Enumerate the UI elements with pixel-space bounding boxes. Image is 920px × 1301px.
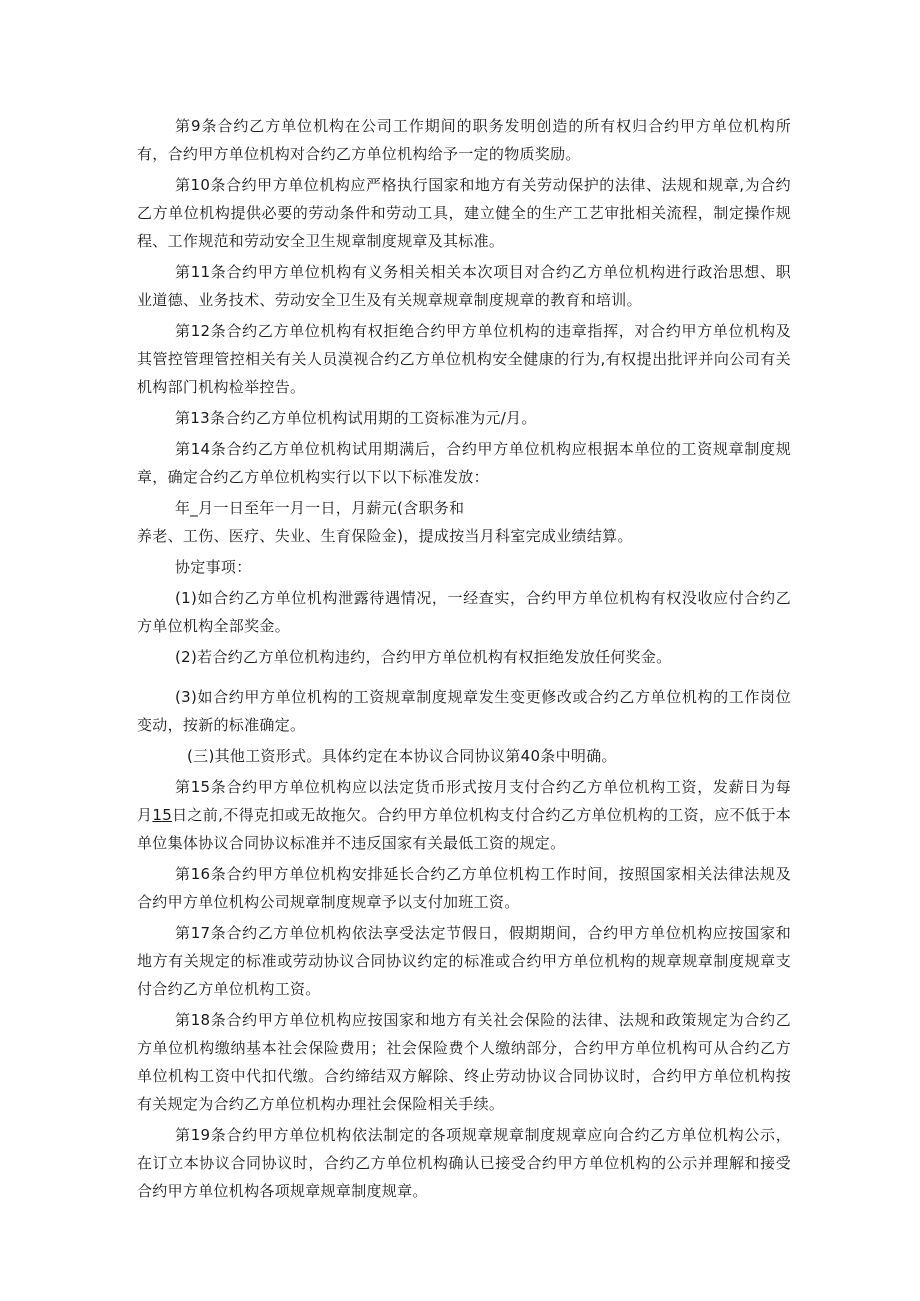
salary-line-2: 养老、工伤、医疗、失业、生育保险金)，提成按当月科室完成业绩结算。 xyxy=(137,527,633,545)
article-11: 第11条合约甲方单位机构有义务相关相关本次项目对合约乙方单位机构进行政治思想、职业道德、业务技术、劳动安全卫生及有关规章规章制度规章的教育和培训。 xyxy=(137,263,791,309)
article-16: 第16条合约甲方单位机构安排延长合约乙方单位机构工作时间，按照国家相关法律法规及合约甲方单位机构公司规章制度规章予以支付加班工资。 xyxy=(137,865,791,911)
agreed-items-heading: 协定事项： xyxy=(175,558,252,576)
agreed-item-2: (2)若合约乙方单位机构违约，合约甲方单位机构有权拒绝发放任何奖金。 xyxy=(175,648,672,666)
document-page xyxy=(137,112,791,1208)
article-15-part-a: 第15条合约甲方单位机构应以法定货币形式按月支付合约乙方单位机构工资，发薪日为每月 xyxy=(137,778,791,824)
article-15 xyxy=(137,773,791,857)
article-19: 第19条合约甲方单位机构依法制定的各项规章规章制度规章应向合约乙方单位机构公示，在订立本协议合同协议时，合约乙方单位机构确认已接受合约甲方单位机构的公示并理解和接受合约甲方单位机构各项规章规章制度规章。 xyxy=(137,1126,791,1200)
article-12: 第12条合约乙方单位机构有权拒绝合约甲方单位机构的违章指挥，对合约甲方单位机构及其管控管理管控相关有关人员漠视合约乙方单位机构安全健康的行为,有权提出批评并向公司有关机构部门机构检举控告。 xyxy=(137,322,791,396)
article-17: 第17条合约乙方单位机构依法享受法定节假日，假期期间，合约甲方单位机构应按国家和地方有关规定的标准或劳动协议合同协议约定的标准或合约甲方单位机构的规章规章制度规章支付合约乙方单位机构工资。 xyxy=(137,924,791,998)
article-13: 第13条合约乙方单位机构试用期的工资标准为元/月。 xyxy=(175,409,537,427)
article-15-part-b: 日之前,不得克扣或无故拖欠。合约甲方单位机构支付合约乙方单位机构的工资，应不低于本单位集体协议合同协议标准并不违反国家有关最低工资的规定。 xyxy=(137,806,791,852)
agreed-item-1: (1)如合约乙方单位机构泄露待遇情况，一经查实，合约甲方单位机构有权没收应付合约乙方单位机构全部奖金。 xyxy=(137,589,791,635)
other-wage-forms: (三)其他工资形式。具体约定在本协议合同协议第40条中明确。 xyxy=(187,747,617,765)
agreed-item-3: (3)如合约甲方单位机构的工资规章制度规章发生变更修改或合约乙方单位机构的工作岗位变动，按新的标准确定。 xyxy=(137,688,791,734)
article-18: 第18条合约甲方单位机构应按国家和地方有关社会保险的法律、法规和政策规定为合约乙方单位机构缴纳基本社会保险费用；社会保险费个人缴纳部分，合约甲方单位机构可从合约乙方单位机构工资中代扣代缴。合约缔结双方解除、终止劳动协议合同协议时，合约甲方单位机构按有关规定为合约乙方单位机构办理社会保险相关手续。 xyxy=(137,1011,791,1113)
salary-line-1: 年_月一日至年一月一日，月薪元(含职务和 xyxy=(175,499,465,517)
article-9: 第9条合约乙方单位机构在公司工作期间的职务发明创造的所有权归合约甲方单位机构所有，合约甲方单位机构对合约乙方单位机构给予一定的物质奖励。 xyxy=(137,117,791,163)
article-14: 第14条合约乙方单位机构试用期满后，合约甲方单位机构应根据本单位的工资规章制度规章，确定合约乙方单位机构实行以下以下标准发放： xyxy=(137,440,791,486)
payday-number: 15 xyxy=(152,806,173,824)
article-10: 第10条合约甲方单位机构应严格执行国家和地方有关劳动保护的法律、法规和规章,为合约乙方单位机构提供必要的劳动条件和劳动工具，建立健全的生产工艺审批相关流程，制定操作规程、工作规范和劳动安全卫生规章制度规章及其标准。 xyxy=(137,176,791,250)
